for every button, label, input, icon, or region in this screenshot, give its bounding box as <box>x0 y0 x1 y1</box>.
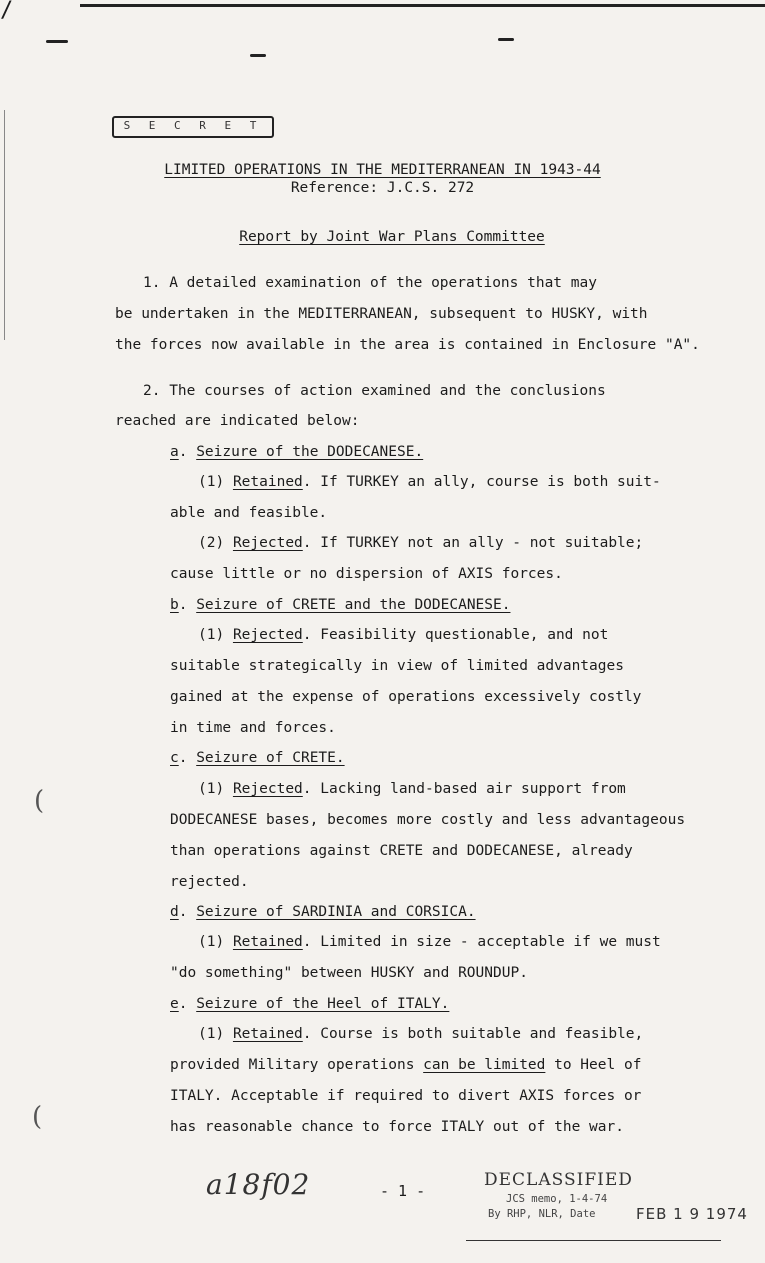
item-text: Feasibility questionable, and not <box>320 627 609 643</box>
ink-smudge <box>250 54 266 57</box>
item-number: (2) <box>198 535 225 551</box>
item-status: Retained <box>232 474 303 490</box>
text-segment: to Heel of <box>545 1057 642 1073</box>
section-e-item-1-cont: has reasonable chance to force ITALY out of the war. <box>170 1119 624 1135</box>
underlined-text-segment: can be limited <box>423 1057 546 1073</box>
section-heading-text: Seizure of the DODECANESE. <box>196 444 424 460</box>
para1-line: 1. A detailed examination of the operations that may <box>143 275 597 291</box>
section-a-item-1-cont: able and feasible. <box>170 505 328 521</box>
section-letter: d <box>170 904 179 920</box>
section-b-item-1: (1) Rejected. Feasibility questionable, and not <box>198 627 609 643</box>
section-d-item-1-cont: "do something" between HUSKY and ROUNDUP. <box>170 965 528 981</box>
margin-pen-mark: ( <box>32 1102 43 1132</box>
section-b-item-1-cont: in time and forces. <box>170 720 336 736</box>
section-heading-text: Seizure of the Heel of ITALY. <box>196 996 450 1012</box>
bottom-rule <box>466 1240 721 1241</box>
section-e-item-1-cont: ITALY. Acceptable if required to divert AXIS forces or <box>170 1088 642 1104</box>
item-text: Lacking land-based air support from <box>320 781 626 797</box>
report-by-heading: Report by Joint War Plans Committee <box>239 229 545 245</box>
section-b-item-1-cont: gained at the expense of operations excessively costly <box>170 689 642 705</box>
section-heading-text: Seizure of SARDINIA and CORSICA. <box>196 904 476 920</box>
section-a-item-2-cont: cause little or no dispersion of AXIS forces. <box>170 566 563 582</box>
declassified-by: By RHP, NLR, Date <box>488 1208 596 1220</box>
classification-stamp: S E C R E T <box>112 116 274 138</box>
item-status: Retained <box>232 1026 303 1042</box>
item-status: Rejected <box>232 627 303 643</box>
section-e-item-1-cont <box>170 1055 641 1075</box>
section-d-item-1: (1) Retained. Limited in size - acceptable if we must <box>198 934 661 950</box>
item-number: (1) <box>198 474 225 490</box>
item-text: Course is both suitable and feasible, <box>320 1026 644 1042</box>
section-letter: a <box>170 444 179 460</box>
section-letter: b <box>170 597 179 613</box>
left-margin-rule <box>4 110 5 340</box>
margin-pen-mark: ( <box>34 786 45 816</box>
section-d-heading: d. Seizure of SARDINIA and CORSICA. <box>170 904 476 920</box>
para1-line: be undertaken in the MEDITERRANEAN, subsequent to HUSKY, with <box>115 306 648 322</box>
para2-line: reached are indicated below: <box>115 413 360 429</box>
item-number: (1) <box>198 627 225 643</box>
declassified-memo: JCS memo, 1-4-74 <box>506 1193 608 1205</box>
section-c-item-1-cont: rejected. <box>170 874 249 890</box>
section-c-heading: c. Seizure of CRETE. <box>170 750 345 766</box>
item-text: If TURKEY not an ally - not suitable; <box>320 535 644 551</box>
corner-pen-mark: / <box>0 0 14 23</box>
item-number: (1) <box>198 1026 225 1042</box>
document-title: LIMITED OPERATIONS IN THE MEDITERRANEAN IN 1943-44 <box>164 162 601 178</box>
item-text: Limited in size - acceptable if we must <box>320 934 661 950</box>
top-border-rule <box>80 4 765 7</box>
item-status: Rejected <box>232 781 303 797</box>
ink-smudge <box>498 38 514 41</box>
para1-line: the forces now available in the area is contained in Enclosure "A". <box>115 337 700 353</box>
item-number: (1) <box>198 934 225 950</box>
handwritten-file-number: a18f02 <box>206 1168 311 1201</box>
section-b-item-1-cont: suitable strategically in view of limited advantages <box>170 658 624 674</box>
section-a-item-1: (1) Retained. If TURKEY an ally, course is both suit- <box>198 474 661 490</box>
item-text: If TURKEY an ally, course is both suit- <box>320 474 661 490</box>
section-letter: e <box>170 996 179 1012</box>
section-e-heading: e. Seizure of the Heel of ITALY. <box>170 996 450 1012</box>
section-a-item-2: (2) Rejected. If TURKEY not an ally - not suitable; <box>198 535 644 551</box>
section-a-heading: a. Seizure of the DODECANESE. <box>170 444 424 460</box>
page-number: - 1 - <box>380 1182 426 1200</box>
item-status: Retained <box>232 934 303 950</box>
section-letter: c <box>170 750 179 766</box>
document-reference: Reference: J.C.S. 272 <box>290 180 475 196</box>
declassified-stamp-title: DECLASSIFIED <box>484 1170 633 1190</box>
section-heading-text: Seizure of CRETE. <box>196 750 345 766</box>
section-c-item-1-cont: DODECANESE bases, becomes more costly and less advantageous <box>170 812 686 828</box>
declassified-date: FEB 1 9 1974 <box>636 1205 748 1223</box>
section-b-heading: b. Seizure of CRETE and the DODECANESE. <box>170 597 511 613</box>
section-c-item-1: (1) Rejected. Lacking land-based air support from <box>198 781 626 797</box>
section-e-item-1: (1) Retained. Course is both suitable and feasible, <box>198 1026 644 1042</box>
para2-line: 2. The courses of action examined and the conclusions <box>143 383 606 399</box>
text-segment: provided Military operations <box>170 1057 424 1073</box>
section-heading-text: Seizure of CRETE and the DODECANESE. <box>196 597 511 613</box>
ink-smudge <box>46 40 68 43</box>
item-number: (1) <box>198 781 225 797</box>
item-status: Rejected <box>232 535 303 551</box>
section-c-item-1-cont: than operations against CRETE and DODECANESE, already <box>170 843 633 859</box>
